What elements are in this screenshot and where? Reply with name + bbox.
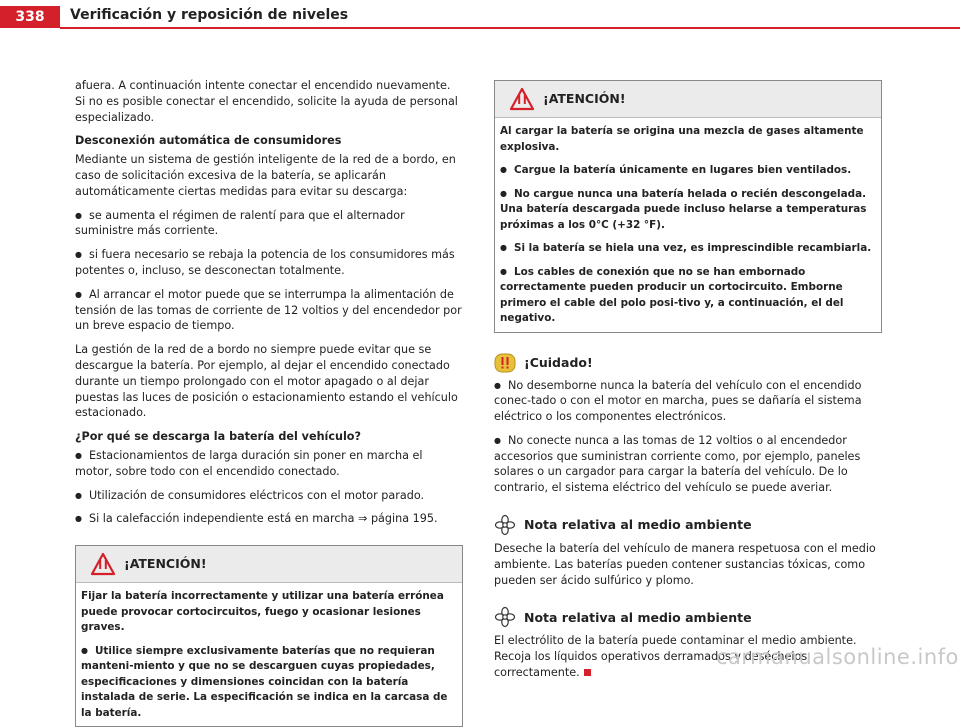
environment-heading — [494, 514, 882, 536]
caution-heading — [494, 353, 882, 373]
caution-section — [494, 353, 882, 497]
warning-bullet: ● Si la batería se hiela una vez, es imprescindible recambiarla. — [500, 240, 877, 257]
environment-title: Nota relativa al medio ambiente — [524, 609, 752, 625]
warning-box — [494, 80, 882, 333]
warning-text: Al cargar la batería se origina una mezcla de gases altamente explosiva. — [500, 125, 864, 153]
environment-text: Deseche la batería del vehículo de manera respetuosa con el medio ambiente. Las baterías pueden contener sustancias tóxicas, como pueden ser ácido sulfúrico y plomo. — [494, 542, 876, 587]
page-header — [0, 0, 960, 32]
paragraph: Mediante un sistema de gestión inteligente de la red de a bordo, en caso de solicitación excesiva de la batería, se aplicarán automáticamente ciertas medidas para evitar su descarga: — [75, 153, 456, 198]
bullet-item: ● Estacionamientos de larga duración sin poner en marcha el motor, sobre todo con el encendido conectado. — [75, 448, 463, 480]
environment-title: Nota relativa al medio ambiente — [524, 517, 752, 533]
warning-title: ¡ATENCIÓN! — [124, 556, 207, 572]
watermark: carmanualsonline.info — [716, 645, 959, 669]
page-number: 338 — [0, 6, 60, 28]
bullet-item: ● Al arrancar el motor puede que se interrumpa la alimentación de tensión de las tomas de corriente de 12 voltios y del encendedor por un breve espacio de tiempo. — [75, 287, 463, 334]
caution-title: ¡Cuidado! — [524, 354, 593, 370]
left-column — [75, 78, 463, 727]
subheading-automatic-disconnection: Desconexión automática de consumidores — [75, 134, 342, 148]
warning-triangle-icon — [90, 552, 116, 576]
subheading-why-discharge: ¿Por qué se descarga la batería del vehículo? — [75, 430, 361, 444]
warning-body — [76, 583, 462, 726]
warning-bullet: ● Cargue la batería únicamente en lugares bien ventilados. — [500, 162, 877, 179]
warning-bullet: ● Utilice siempre exclusivamente baterías que no requieran manteni-miento y que no se descarguen cuyas propiedades, especificaciones y dimensiones coincidan con la batería instalada de serie. La especificación se indica en la carcasa de la batería. — [81, 643, 458, 722]
bullet-item: ● si fuera necesario se rebaja la potencia de los consumidores más potentes o, incluso, se desconectan totalmente. — [75, 247, 463, 279]
paragraph: afuera. A continuación intente conectar el encendido nuevamente. Si no es posible conectar el encendido, solicite la ayuda de personal especializado. — [75, 79, 458, 124]
page-title: Verificación y reposición de niveles — [70, 7, 349, 23]
environment-text-content: El electrólito de la batería puede contaminar el medio ambiente. Recoja los líquidos operativos derramados y deséchelos correctamente. — [494, 634, 857, 680]
warning-title: ¡ATENCIÓN! — [543, 91, 626, 106]
bullet-item — [75, 511, 463, 527]
environment-note — [494, 514, 882, 588]
flower-icon — [494, 514, 516, 536]
bullet-item: ● Utilización de consumidores eléctricos con el motor parado. — [75, 488, 463, 504]
right-column — [494, 80, 882, 689]
warning-bullet: ● No cargue nunca una batería helada o recién descongelada. Una batería descargada puede incluso helarse a temperaturas próximas a los 0°C (+32 °F). — [500, 186, 877, 234]
warning-header — [76, 546, 462, 583]
caution-icon — [494, 353, 516, 373]
flower-icon — [494, 606, 516, 628]
caution-bullet: ● No desemborne nunca la batería del vehículo con el encendido conec-tado o con el motor en marcha, pues se dañaría el sistema eléctrico o los componentes electrónicos. — [494, 378, 882, 425]
environment-heading — [494, 606, 882, 628]
warning-bullet: ● Los cables de conexión que no se han embornado correctamente pueden producir un cortocircuito. Emborne primero el cable del polo posi-tivo y, a continuación, el del negativo. — [500, 264, 877, 327]
warning-triangle-icon — [509, 87, 535, 111]
page-link[interactable]: Si la calefacción independiente está en marcha ⇒ página 195. — [88, 512, 438, 526]
end-of-section-mark — [584, 669, 591, 676]
warning-text: Fijar la batería incorrectamente y utilizar una batería errónea puede provocar cortocircuitos, fuego y ocasionar lesiones graves. — [81, 590, 444, 634]
warning-header — [495, 81, 881, 118]
paragraph: La gestión de la red de a bordo no siempre puede evitar que se descargue la batería. Por ejemplo, al dejar el encendido conectado durante un tiempo prolongado con el motor apagado o al dejar puestas las luces de posición o estacionamiento estando el vehículo estacionado. — [75, 343, 458, 420]
header-rule — [60, 27, 960, 29]
warning-box — [75, 545, 463, 727]
environment-note — [494, 606, 882, 680]
bullet-item: ● se aumenta el régimen de ralentí para que el alternador suministre más corriente. — [75, 208, 463, 240]
caution-bullet: ● No conecte nunca a las tomas de 12 voltios o al encendedor accesorios que suministran corriente como, por ejemplo, paneles solares o un cargador para cargar la batería del vehículo. De lo contrario, el sistema eléctrico del vehículo se puede averiar. — [494, 433, 882, 496]
warning-body — [495, 118, 881, 332]
